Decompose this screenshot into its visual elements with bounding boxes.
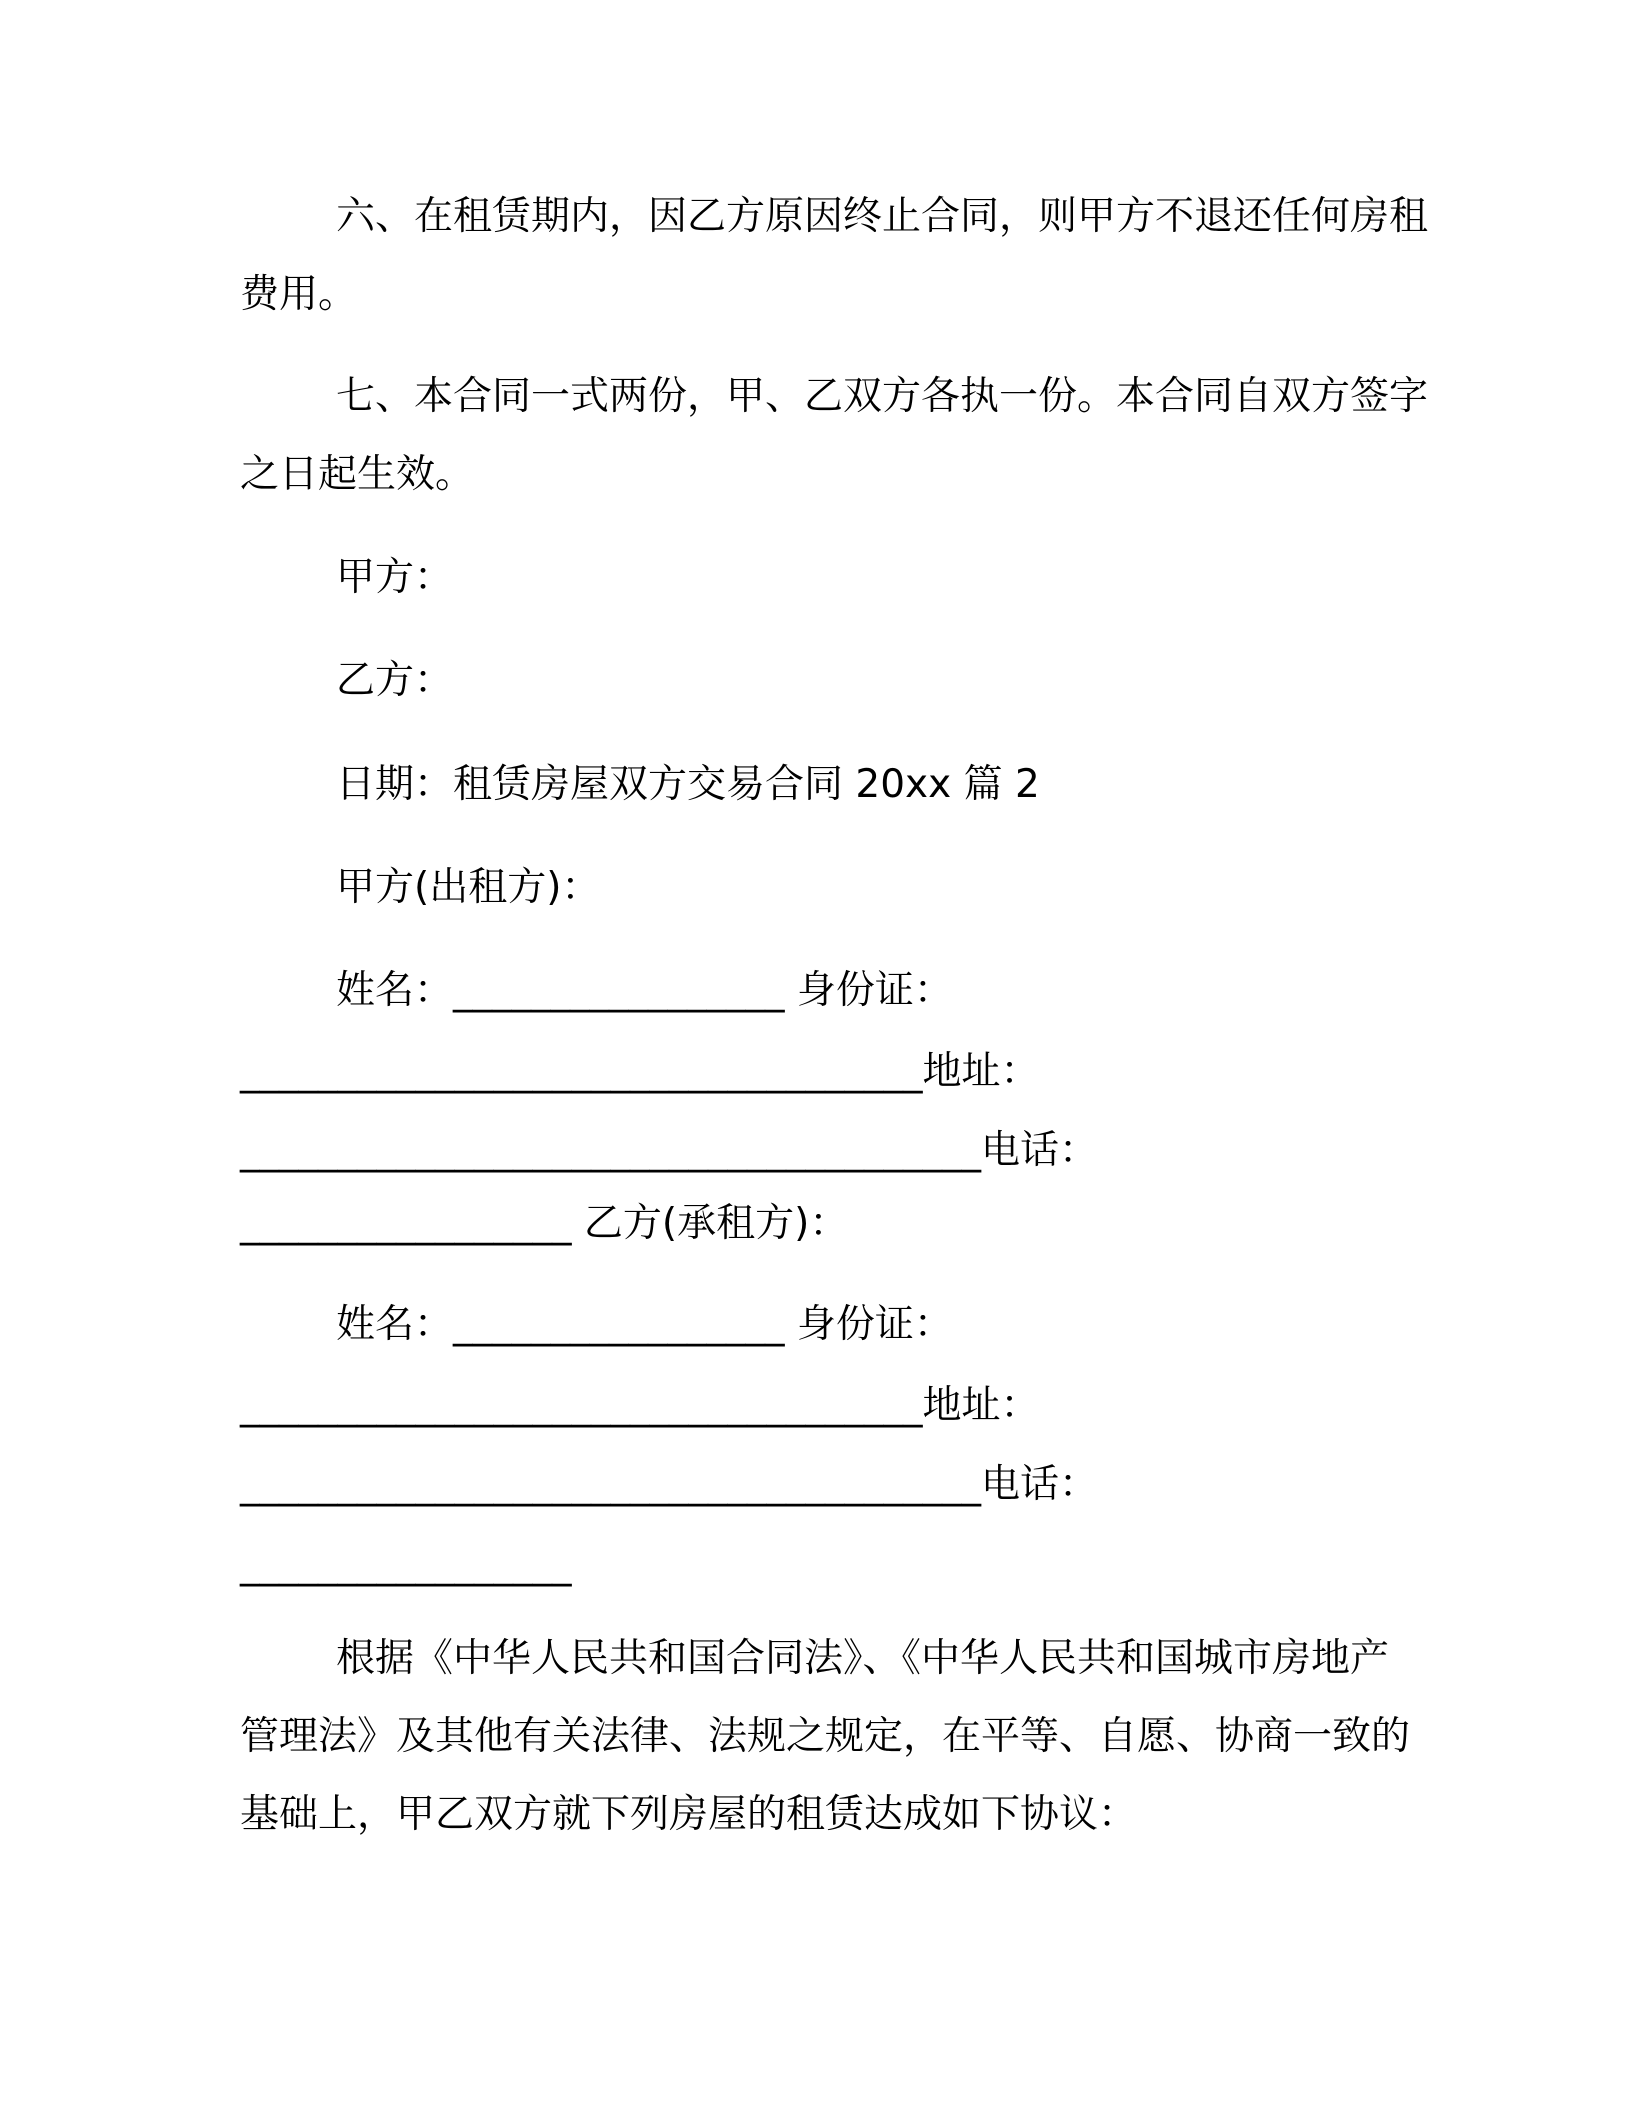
clause-six-line-2: 费用。 bbox=[240, 272, 358, 317]
preamble-line-1: 根据《中华人民共和国合同法》、《中华人民共和国城市房地产 bbox=[336, 1636, 1390, 1681]
lessee-phone-line: _________________ bbox=[240, 1542, 572, 1587]
clause-seven-line-2: 之日起生效。 bbox=[240, 452, 475, 497]
party-a-signature: 甲方： bbox=[336, 555, 454, 600]
date-line: 日期：租赁房屋双方交易合同 20xx 篇 2 bbox=[336, 762, 1040, 807]
lessor-phone-line: _________________ 乙方(承租方)： bbox=[240, 1201, 849, 1246]
clause-six-line-1: 六、在租赁期内，因乙方原因终止合同，则甲方不退还任何房租 bbox=[336, 194, 1429, 239]
party-b-signature: 乙方： bbox=[336, 658, 454, 703]
preamble-line-3: 基础上，甲乙双方就下列房屋的租赁达成如下协议： bbox=[240, 1792, 1138, 1837]
preamble-line-2: 管理法》及其他有关法律、法规之规定，在平等、自愿、协商一致的 bbox=[240, 1714, 1411, 1759]
lessor-heading: 甲方(出租方)： bbox=[336, 865, 601, 910]
lessor-address-line: ______________________________________电话： bbox=[240, 1128, 1099, 1173]
clause-seven-line-1: 七、本合同一式两份，甲、乙双方各执一份。本合同自双方签字 bbox=[336, 374, 1429, 419]
lessee-address-line: ______________________________________电话： bbox=[240, 1462, 1099, 1507]
lessee-name-line: 姓名：_________________ 身份证： bbox=[336, 1302, 953, 1347]
lessor-name-line: 姓名：_________________ 身份证： bbox=[336, 968, 953, 1013]
lessee-id-line: ___________________________________地址： bbox=[240, 1383, 1040, 1428]
lessor-id-line: ___________________________________地址： bbox=[240, 1049, 1040, 1094]
